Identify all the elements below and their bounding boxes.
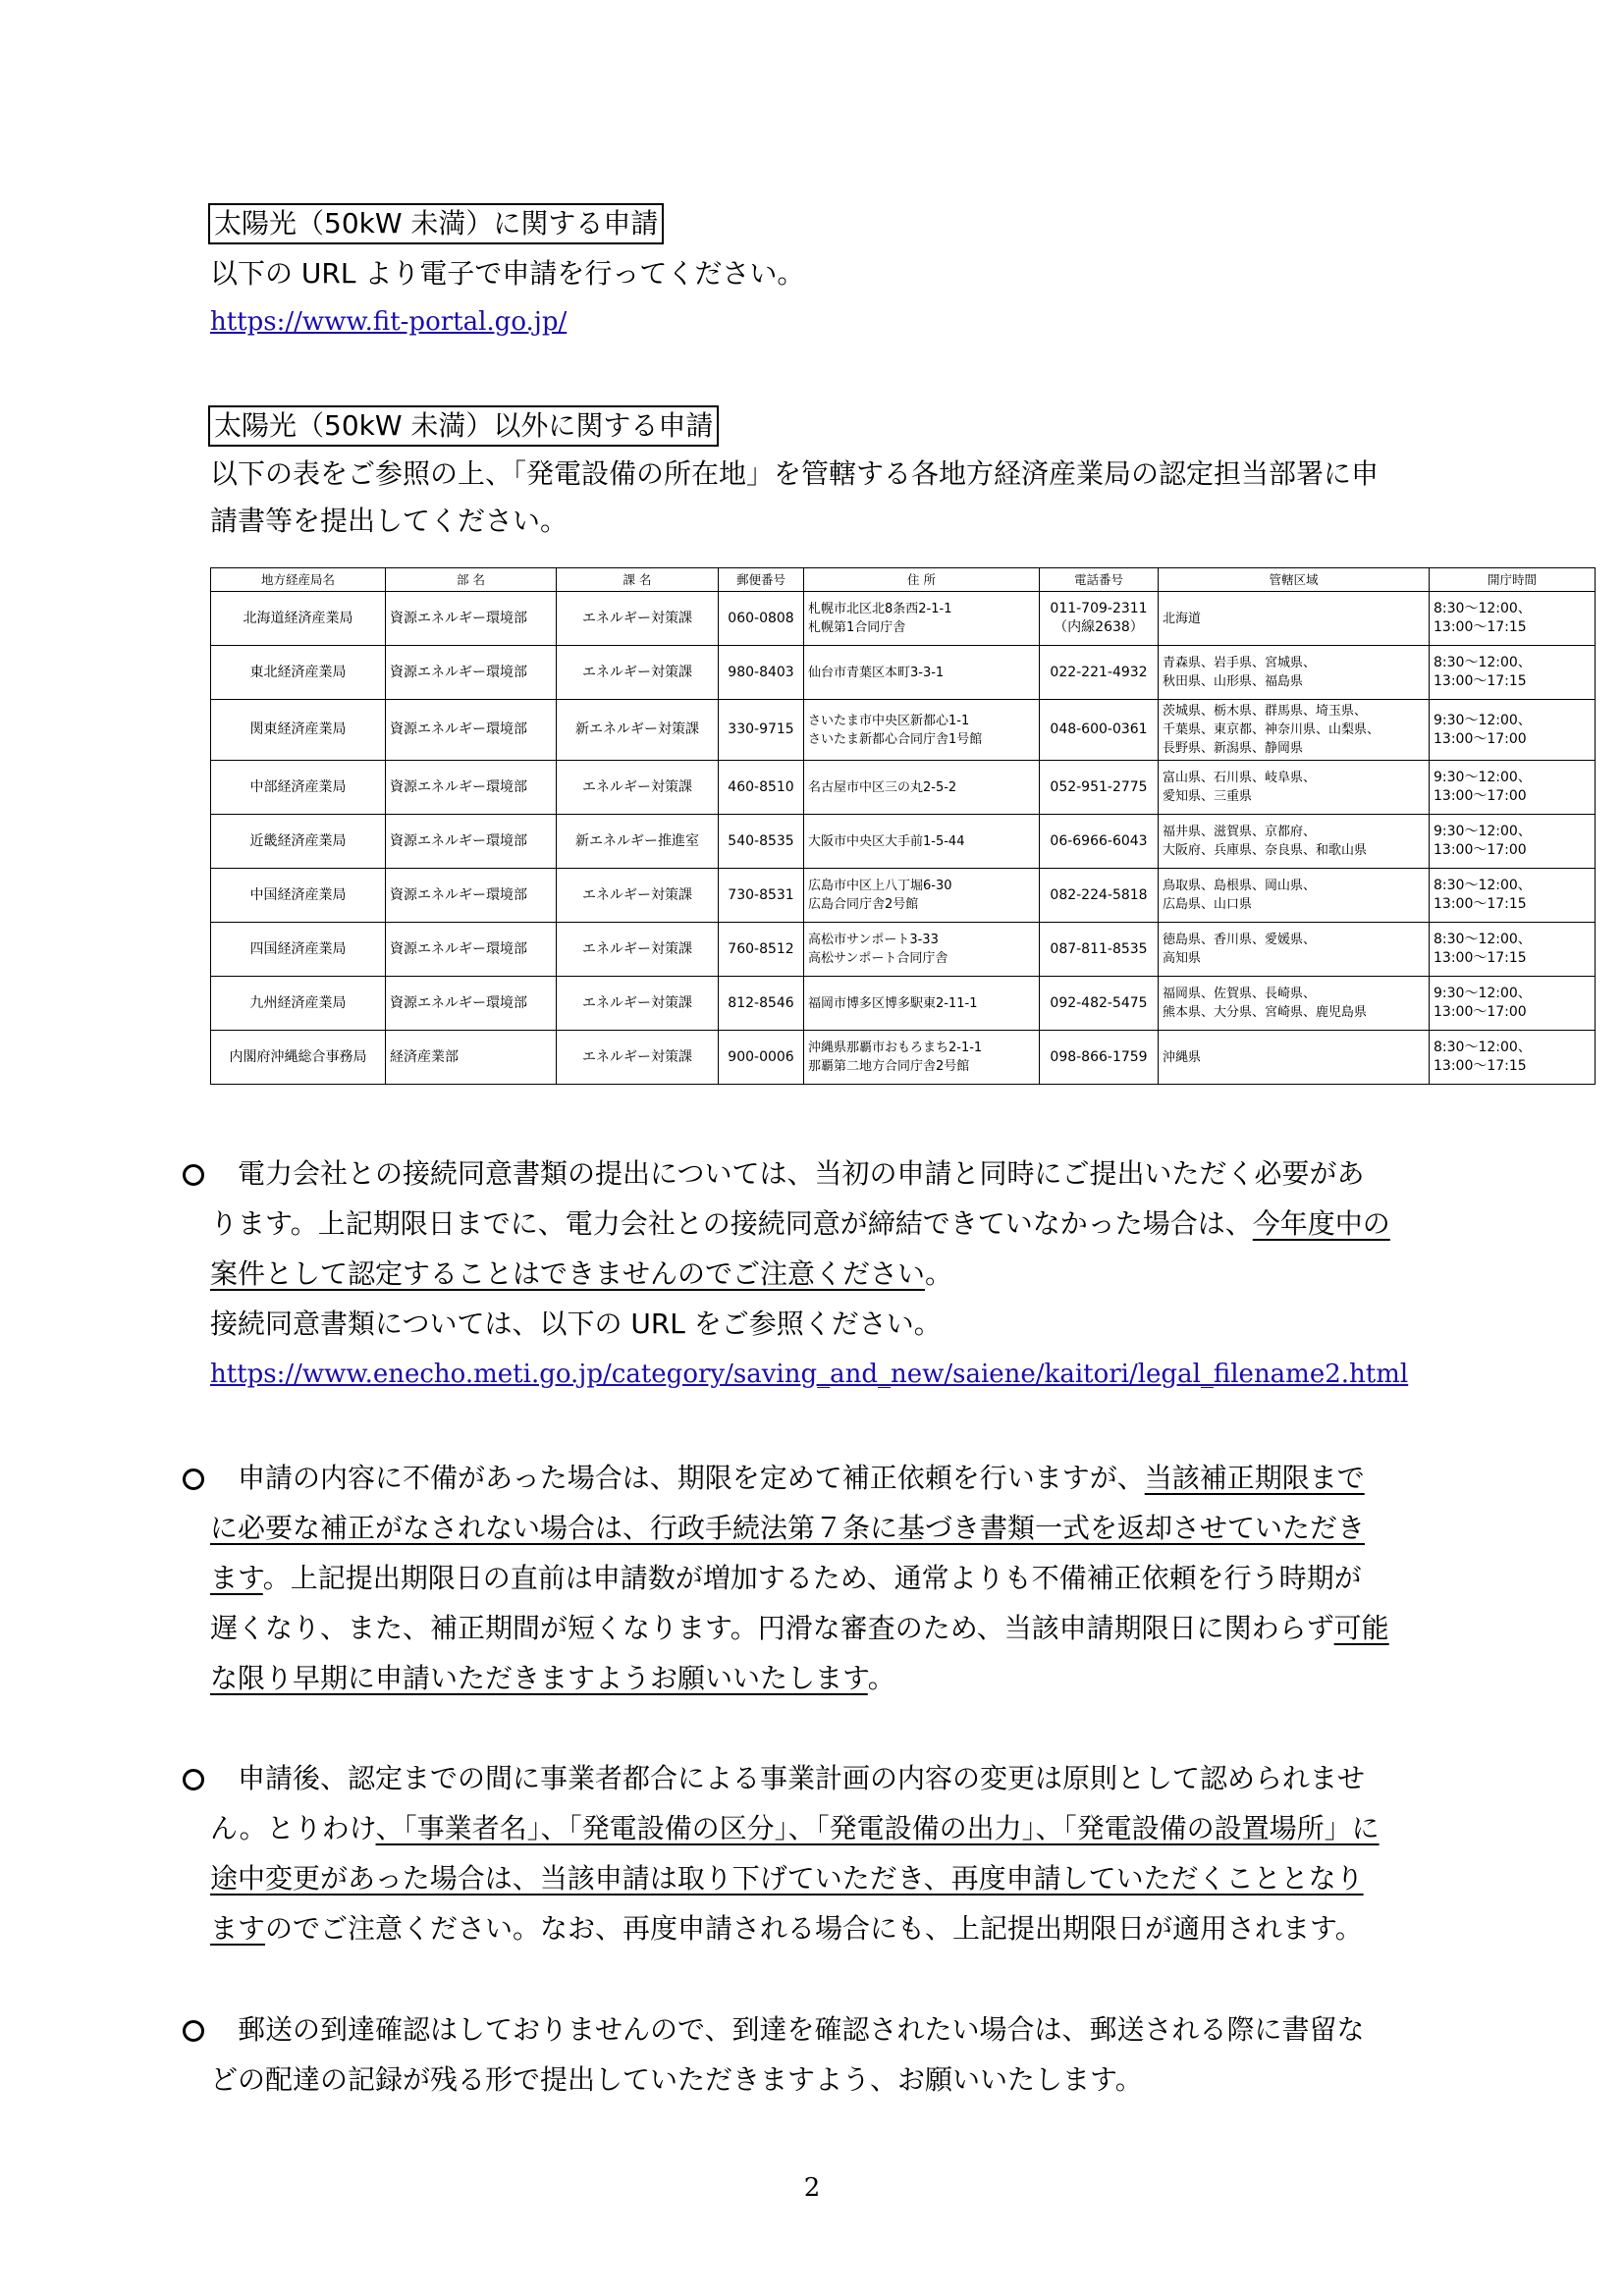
table-row (211, 1031, 1596, 1085)
table-cell: 8:30～12:00、 13:00～17:15 (1430, 1031, 1596, 1085)
underlined-text: ます (210, 1562, 263, 1594)
table-cell: エネルギー対策課 (557, 923, 719, 977)
table-cell: 9:30～12:00、 13:00～17:00 (1430, 977, 1596, 1031)
table-cell: 福岡県、佐賀県、長崎県、 熊本県、大分県、宮崎県、鹿児島県 (1159, 977, 1430, 1031)
bullet-line: 申請の内容に不備があった場合は、期限を定めて補正依頼を行いますが、当該補正期限まで (183, 1453, 1498, 1503)
circle-bullet-icon (183, 1164, 204, 1186)
table-cell: 8:30～12:00、 13:00～17:15 (1430, 646, 1596, 700)
table-cell: 092-482-5475 (1040, 977, 1159, 1031)
table-cell: エネルギー対策課 (557, 592, 719, 646)
bullet-line: 案件として認定することはできませんのでご注意ください。 (210, 1257, 953, 1290)
table-cell: エネルギー対策課 (557, 761, 719, 815)
bullet-line: 遅くなり、また、補正期間が短くなります。円滑な審査のため、当該申請期限日に関わらず可能 (210, 1612, 1389, 1644)
table-cell: 資源エネルギー環境部 (386, 869, 557, 923)
table-cell: 資源エネルギー環境部 (386, 700, 557, 761)
table-cell: 330-9715 (719, 700, 804, 761)
table-cell: 540-8535 (719, 815, 804, 869)
table-cell: さいたま市中央区新都心1-1 さいたま新都心合同庁舎1号館 (804, 700, 1040, 761)
table-cell: 仙台市青葉区本町3-3-1 (804, 646, 1040, 700)
table-cell: 06-6966-6043 (1040, 815, 1159, 869)
table-cell: 900-0006 (719, 1031, 804, 1085)
table-cell: 048-600-0361 (1040, 700, 1159, 761)
table-header-cell: 開庁時間 (1430, 568, 1596, 592)
table-cell: 812-8546 (719, 977, 804, 1031)
underlined-text: 案件として認定することはできませんのでご注意ください (210, 1257, 926, 1290)
table-cell: 9:30～12:00、 13:00～17:00 (1430, 700, 1596, 761)
table-row (211, 869, 1596, 923)
bullet-mail-delivery (183, 2004, 1498, 2105)
table-cell: 新エネルギー推進室 (557, 815, 719, 869)
table-cell: エネルギー対策課 (557, 1031, 719, 1085)
table-cell: 新エネルギー対策課 (557, 700, 719, 761)
table-cell: 8:30～12:00、 13:00～17:15 (1430, 923, 1596, 977)
circle-bullet-icon (183, 1769, 204, 1790)
table-cell: エネルギー対策課 (557, 977, 719, 1031)
table-cell: 札幌市北区北8条西2-1-1 札幌第1合同庁舎 (804, 592, 1040, 646)
table-header-cell: 電話番号 (1040, 568, 1159, 592)
section2-text-line1: 以下の表をご参照の上、「発電設備の所在地」を管轄する各地方経済産業局の認定担当部署に申 (210, 457, 1380, 490)
underlined-text: ます (210, 1912, 266, 1945)
table-header-cell: 課 名 (557, 568, 719, 592)
table-cell: 福岡市博多区博多駅東2-11-1 (804, 977, 1040, 1031)
table-cell: 四国経済産業局 (211, 923, 386, 977)
underlined-text: 可能 (1333, 1612, 1389, 1644)
table-header-cell: 住 所 (804, 568, 1040, 592)
table-cell: エネルギー対策課 (557, 646, 719, 700)
bullet-plan-change (183, 1753, 1498, 1953)
table-cell: 980-8403 (719, 646, 804, 700)
table-row (211, 815, 1596, 869)
underlined-text: 途中変更があった場合は、当該申請は取り下げていただき、再度申請していただくこととなり (210, 1862, 1364, 1895)
table-cell: 資源エネルギー環境部 (386, 646, 557, 700)
underlined-text: に必要な補正がなされない場合は、行政手続法第７条に基づき書類一式を返却させていただき (210, 1512, 1366, 1544)
table-cell: 近畿経済産業局 (211, 815, 386, 869)
table-cell: 経済産業部 (386, 1031, 557, 1085)
table-cell: 8:30～12:00、 13:00～17:15 (1430, 869, 1596, 923)
table-cell: 460-8510 (719, 761, 804, 815)
underlined-text: な限り早期に申請いただきますようお願いいたします (210, 1662, 868, 1694)
bullet-line: な限り早期に申請いただきますようお願いいたします。 (210, 1662, 895, 1694)
bullet-connection-consent (183, 1148, 1498, 1349)
table-cell: 沖縄県那覇市おもろまち2-1-1 那覇第二地方合同庁舎2号館 (804, 1031, 1040, 1085)
table-cell: 730-8531 (719, 869, 804, 923)
table-cell: 富山県、石川県、岐阜県、 愛知県、三重県 (1159, 761, 1430, 815)
table-cell: 関東経済産業局 (211, 700, 386, 761)
bullet-line: どの配達の記録が残る形で提出していただきますよう、お願いいたします。 (210, 2063, 1143, 2096)
table-row (211, 761, 1596, 815)
table-cell: 022-221-4932 (1040, 646, 1159, 700)
page-number: 2 (803, 2173, 821, 2203)
table-cell: 9:30～12:00、 13:00～17:00 (1430, 815, 1596, 869)
table-header-row (211, 568, 1596, 592)
underlined-text: 今年度中の (1252, 1207, 1390, 1240)
table-row (211, 646, 1596, 700)
table-cell: 中国経済産業局 (211, 869, 386, 923)
bullet-line (183, 1853, 1498, 1903)
table-cell: 沖縄県 (1159, 1031, 1430, 1085)
table-row (211, 923, 1596, 977)
table-header-cell: 管轄区域 (1159, 568, 1430, 592)
table-cell: 福井県、滋賀県、京都府、 大阪府、兵庫県、奈良県、和歌山県 (1159, 815, 1430, 869)
table-cell: 052-951-2775 (1040, 761, 1159, 815)
table-cell: 9:30～12:00、 13:00～17:00 (1430, 761, 1596, 815)
table-cell: 東北経済産業局 (211, 646, 386, 700)
bullet-line: 接続同意書類については、以下の URL をご参照ください。 (210, 1308, 942, 1340)
section-heading-solar-under-50kw: 太陽光（50kW 未満）に関する申請 (208, 203, 664, 244)
table-cell: 資源エネルギー環境部 (386, 592, 557, 646)
table-cell: 茨城県、栃木県、群馬県、埼玉県、 千葉県、東京都、神奈川県、山梨県、 長野県、新潟県、静岡県 (1159, 700, 1430, 761)
table-cell: 北海道経済産業局 (211, 592, 386, 646)
underlined-text: 当該補正期限まで (1144, 1462, 1365, 1494)
table-cell: 徳島県、香川県、愛媛県、 高知県 (1159, 923, 1430, 977)
circle-bullet-icon (183, 2020, 204, 2042)
table-row (211, 977, 1596, 1031)
bullet-line: ん。とりわけ、「事業者名」、「発電設備の区分」、「発電設備の出力」、「発電設備の設置場所」に (210, 1812, 1380, 1844)
bullet-line: ますのでご注意ください。なお、再度申請される場合にも、上記提出期限日が適用されます。 (210, 1912, 1363, 1945)
table-cell: 011-709-2311 （内線2638） (1040, 592, 1159, 646)
circle-bullet-icon (183, 1468, 204, 1490)
bullet-correction-request (183, 1453, 1498, 1703)
table-header-cell: 部 名 (386, 568, 557, 592)
table-cell: 資源エネルギー環境部 (386, 761, 557, 815)
table-cell: 内閣府沖縄総合事務局 (211, 1031, 386, 1085)
table-cell: 資源エネルギー環境部 (386, 815, 557, 869)
table-cell: 087-811-8535 (1040, 923, 1159, 977)
table-cell: 中部経済産業局 (211, 761, 386, 815)
regional-office-table (210, 567, 1596, 1085)
underlined-text: 、「事業者名」、「発電設備の区分」、「発電設備の出力」、「発電設備の設置場所」に (375, 1812, 1380, 1844)
table-row (211, 700, 1596, 761)
table-cell: 060-0808 (719, 592, 804, 646)
table-cell: 名古屋市中区三の丸2-5-2 (804, 761, 1040, 815)
table-row (211, 592, 1596, 646)
table-cell: 北海道 (1159, 592, 1430, 646)
section2-text-line2: 請書等を提出してください。 (210, 505, 568, 537)
table-header-cell: 郵便番号 (719, 568, 804, 592)
table-cell: エネルギー対策課 (557, 869, 719, 923)
bullet-line: ります。上記期限日までに、電力会社との接続同意が締結できていなかった場合は、今年度中の (210, 1207, 1390, 1240)
section-heading-other-than-solar: 太陽光（50kW 未満）以外に関する申請 (208, 405, 719, 447)
table-cell: 760-8512 (719, 923, 804, 977)
table-cell: 大阪市中央区大手前1-5-44 (804, 815, 1040, 869)
table-cell: 広島市中区上八丁堀6-30 広島合同庁舎2号館 (804, 869, 1040, 923)
table-cell: 資源エネルギー環境部 (386, 977, 557, 1031)
bullet-line: 電力会社との接続同意書類の提出については、当初の申請と同時にご提出いただく必要があ (183, 1148, 1498, 1199)
table-cell: 青森県、岩手県、宮城県、 秋田県、山形県、福島県 (1159, 646, 1430, 700)
bullet-line: ます。上記提出期限日の直前は申請数が増加するため、通常よりも不備補正依頼を行う時期が (210, 1562, 1362, 1594)
fit-portal-link[interactable]: https://www.fit-portal.go.jp/ (210, 307, 568, 337)
table-cell: 高松市サンポート3-33 高松サンポート合同庁舎 (804, 923, 1040, 977)
section1-text: 以下の URL より電子で申請を行ってください。 (210, 257, 805, 290)
bullet-line (183, 1503, 1498, 1553)
bullet-line: 申請後、認定までの間に事業者都合による事業計画の内容の変更は原則として認められませ (183, 1753, 1498, 1803)
enecho-legal-link[interactable]: https://www.enecho.meti.go.jp/category/saving_and_new/saiene/kaitori/legal_filename2.html (210, 1360, 1409, 1389)
table-cell: 資源エネルギー環境部 (386, 923, 557, 977)
table-cell: 082-224-5818 (1040, 869, 1159, 923)
table-cell: 九州経済産業局 (211, 977, 386, 1031)
table-header-cell: 地方経産局名 (211, 568, 386, 592)
table-cell: 8:30～12:00、 13:00～17:15 (1430, 592, 1596, 646)
table-cell: 鳥取県、島根県、岡山県、 広島県、山口県 (1159, 869, 1430, 923)
bullet-line: 郵送の到達確認はしておりませんので、到達を確認されたい場合は、郵送される際に書留な (183, 2004, 1498, 2055)
table-cell: 098-866-1759 (1040, 1031, 1159, 1085)
